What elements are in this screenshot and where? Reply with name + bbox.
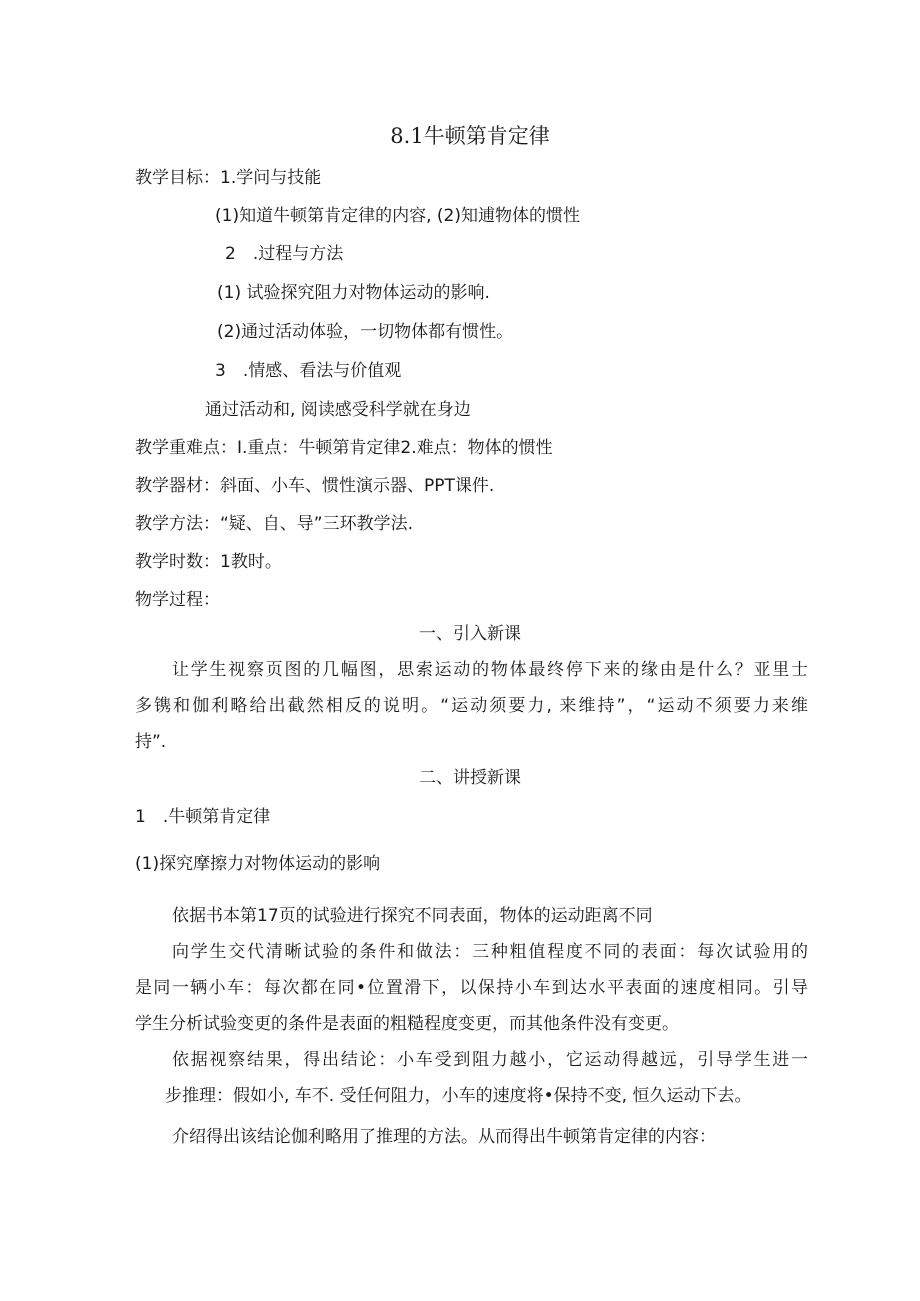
objective-3-detail: 通过活动和, 阅读感受科学就在身边 [205,400,471,420]
objective-2-heading: 2 .过程与方法 [225,244,344,264]
section-1-paragraph-line-1: 让学生视察页图的几幅图，思索运动的物体最终停下来的缘由是什么？亚里士 [172,660,808,680]
objectives-header: 教学目标：1.学问与技能 [135,168,322,188]
key-points: 教学重难点：I.重点：牛顿第肯定律2.难点：物体的惯性 [135,438,553,458]
section-1-paragraph-line-3: 持”. [135,732,167,752]
section-2-paragraph-3-line-2: 步推理：假如小, 车不. 受任何阻力，小车的速度将•保持不变, 恒久运动下去。 [165,1086,752,1106]
section-2-sub-1: 1 .牛顿第肯定律 [135,807,271,827]
section-2-paragraph-4: 介绍得出该结论伽利略用了推理的方法。从而得出牛顿第肯定律的内容： [172,1127,716,1147]
document-title: 8.1牛顿第肯定律 [390,124,550,148]
objective-1-detail: (1)知道牛顿第肯定律的内容, (2)知逋物体的惯性 [215,206,580,226]
objective-3-heading: 3 .情感、看法与价值观 [215,361,402,381]
objective-2-detail-1: (1) 试验探究阻力对物体运动的影响. [217,283,490,303]
section-2-paragraph-3-line-1: 依据视察结果，得出结论：小车受到阻力越小，它运动得越远，引导学生进一 [172,1050,808,1070]
section-2-paragraph-1: 依据书本第17页的试验进行探究不同表面，物体的运动距离不同 [172,906,653,926]
objective-2-detail-2: (2)通过活动体验，一切物体都有惯性。 [217,322,514,342]
section-2-sub-1a: (1)探究摩擦力对物体运动的影响 [135,854,381,874]
teaching-hours: 教学时数：1教时。 [135,552,282,572]
section-2-paragraph-2-line-2: 是同一辆小车：每次都在同•位置滑下，以保持小车到达水平表面的速度相同。引导 [135,978,808,998]
section-2-paragraph-2-line-3: 学生分析试验变更的条件是表面的粗糙程度变更，而其他条件没有变更。 [135,1014,679,1034]
section-2-heading: 二、讲授新课 [419,768,521,788]
teaching-method: 教学方法：“疑、自、导”三环教学法. [135,514,414,534]
equipment: 教学器材：斜面、小车、惯性演示器、PPT课件. [135,476,495,496]
process-label: 物学过程： [135,590,220,610]
section-1-paragraph-line-2: 多镌和伽利略给出截然相反的说明。“运动须要力, 来维持”，“运动不须要力来维 [135,696,808,716]
section-2-paragraph-2-line-1: 向学生交代清晰试验的条件和做法：三种粗值程度不同的表面：每次试验用的 [172,942,808,962]
section-1-heading: 一、引入新课 [419,624,521,644]
